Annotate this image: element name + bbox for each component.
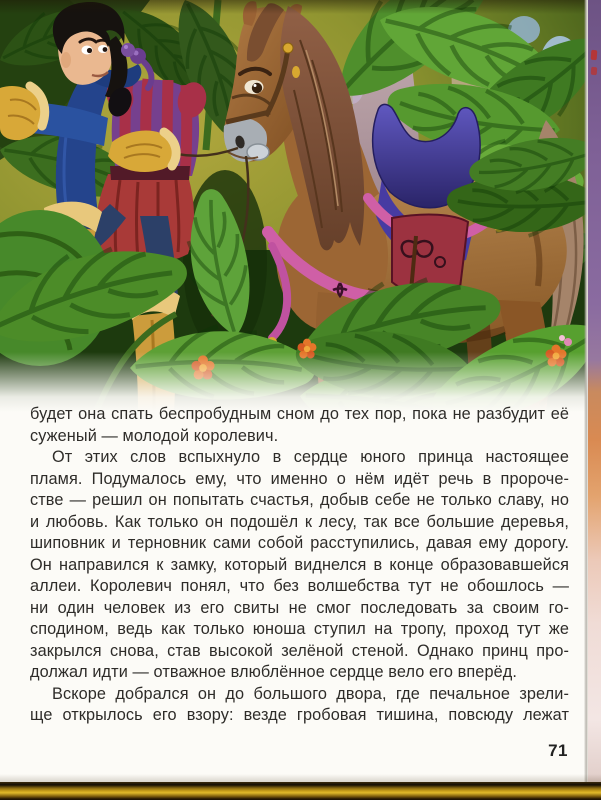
text-line: Вскоре добрался он до большого двора, где печальное зрели- bbox=[52, 684, 569, 703]
illustration-fade bbox=[0, 352, 601, 412]
text-line: пламя. Подумалось ему, что именно о нём идёт речь в пророче- bbox=[30, 469, 569, 488]
text-line: суженый — молодой королевич. bbox=[30, 426, 279, 445]
page-number: 71 bbox=[548, 741, 568, 760]
text-line: От этих слов вспыхнуло в сердце юного принца настоящее bbox=[52, 448, 569, 466]
text-line: стве — решил он попытать счастья, добыв себе не только славу, но bbox=[30, 491, 569, 509]
text-line: сподином, ведь как только юноша ступил на тропу, проход тут же bbox=[30, 620, 569, 638]
spine-mark bbox=[591, 67, 598, 75]
text-line: должал идти — отважное влюблённое сердце вело его вперёд. bbox=[30, 663, 517, 681]
page-edge-line bbox=[584, 0, 588, 782]
page-edge-right bbox=[588, 0, 601, 800]
text-line: будет она спать беспробудным сном до тех пор, пока не разбудит её bbox=[30, 405, 569, 423]
text-line: и любовь. Как только он подошёл к лесу, так все большие деревья, bbox=[30, 512, 569, 531]
spine-mark bbox=[591, 50, 598, 60]
book-cover-edge bbox=[0, 782, 601, 800]
text-line: ни один человек из его свиты не смог последовать за своим го- bbox=[30, 598, 569, 617]
story-text bbox=[30, 404, 569, 727]
text-line: шиповник и терновник сами собой расступились, давая ему дорогу. bbox=[30, 534, 569, 552]
text-line: закрылся снова, став высокой зелёной стеной. Однако принц про- bbox=[30, 641, 569, 660]
photo-top-shadow bbox=[0, 0, 601, 14]
text-line: Он направился к замку, который виднелся в конце образовавшейся bbox=[30, 555, 569, 574]
text-line: аллеи. Королевич понял, что без волшебства тут не обошлось — bbox=[30, 577, 569, 595]
text-line: ще открылось его взору: везде гробовая тишина, повсюду лежат bbox=[30, 706, 569, 724]
